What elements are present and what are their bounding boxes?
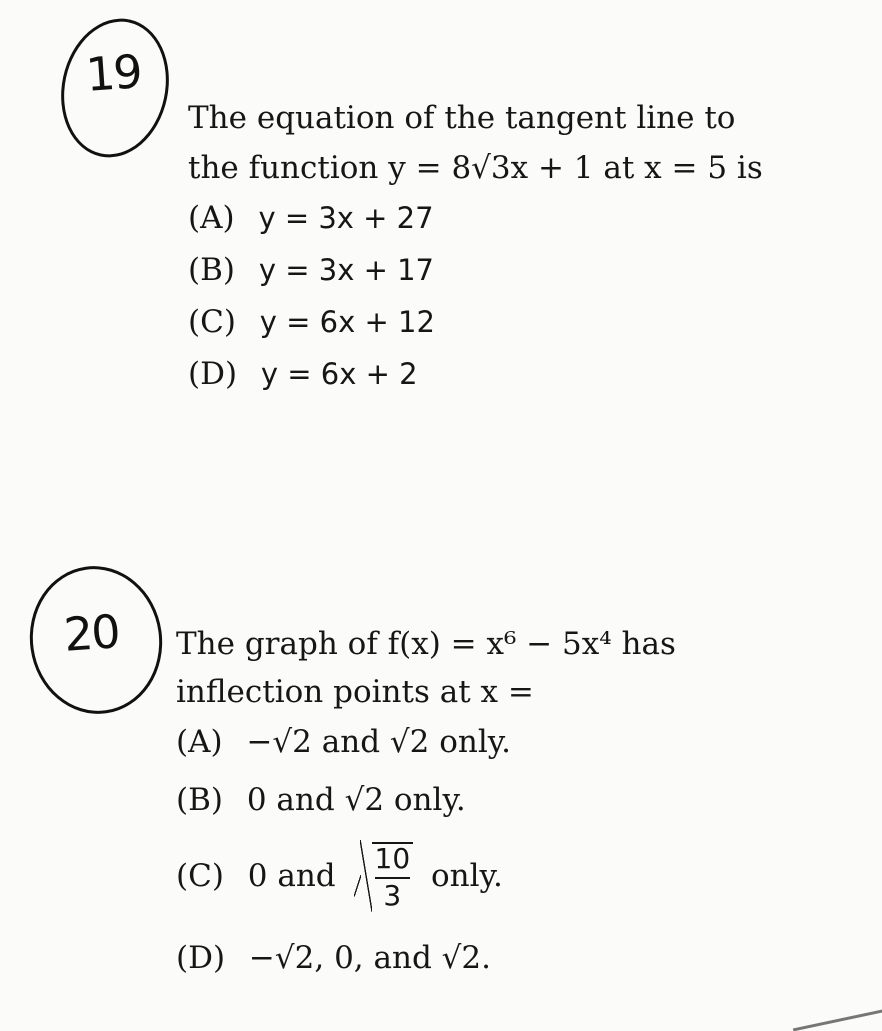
choice-b [188, 252, 434, 288]
square-root-fraction [354, 840, 414, 912]
question-stem-line-2: inflection points at x = [176, 674, 534, 710]
fraction-numerator: 10 [374, 842, 411, 875]
choice-text: −√2 and √2 only. [246, 724, 512, 760]
choice-d [176, 940, 491, 976]
choice-letter: (B) [188, 252, 235, 288]
question-stem-line-1: The equation of the tangent line to [188, 100, 736, 136]
choice-text: 0 and √2 only. [246, 782, 466, 818]
choice-text: y = 6x + 12 [259, 305, 435, 339]
choice-b [176, 782, 466, 818]
choice-text-prefix: 0 and [247, 857, 336, 894]
choice-letter: (D) [188, 356, 238, 392]
fraction-denominator: 3 [383, 878, 402, 912]
choice-text: y = 3x + 27 [258, 201, 434, 235]
question-number: 20 [62, 604, 121, 662]
choice-text: y = 3x + 17 [258, 253, 434, 287]
question-stem-line-1: The graph of f(x) = x⁶ − 5x⁴ has [176, 626, 676, 662]
choice-letter: (D) [176, 940, 226, 976]
choice-letter: (B) [176, 782, 223, 818]
choice-c [176, 840, 503, 912]
choice-d [188, 356, 418, 392]
choice-letter: (A) [176, 724, 223, 760]
choice-a [188, 200, 434, 236]
question-stem-line-2: the function y = 8√3x + 1 at x = 5 is [188, 150, 763, 186]
choice-a [176, 724, 511, 760]
choice-text: y = 6x + 2 [260, 357, 418, 391]
fraction [372, 842, 414, 912]
choice-letter: (C) [188, 304, 236, 340]
choice-letter: (A) [188, 200, 235, 236]
question-number: 19 [84, 44, 143, 102]
choice-c [188, 304, 435, 340]
choice-letter: (C) [176, 857, 224, 894]
choice-text-suffix: only. [431, 857, 503, 894]
pen-mark [793, 1006, 882, 1031]
choice-text: −√2, 0, and √2. [248, 940, 491, 976]
